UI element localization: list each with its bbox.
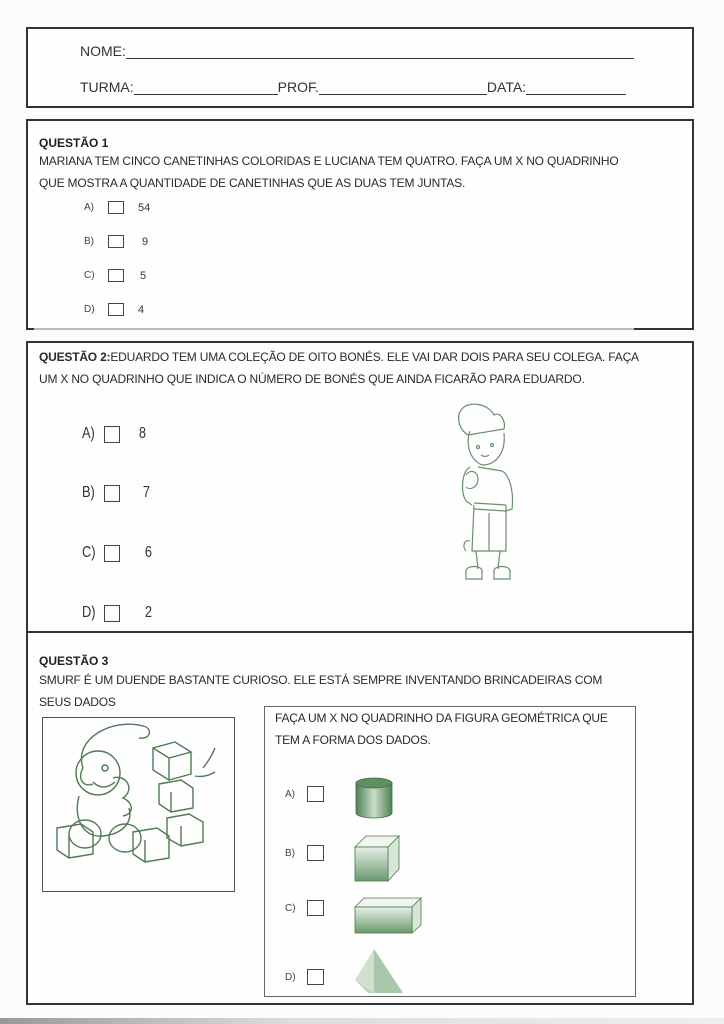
option-value: 5	[140, 269, 147, 282]
smurf-with-dice-illustration	[43, 718, 234, 891]
question3-instruction-line2: TEM A FORMA DOS DADOS.	[275, 733, 431, 747]
option-label: C)	[84, 270, 95, 281]
option-label: A)	[84, 202, 94, 213]
option-label: A)	[285, 788, 295, 800]
option-value: 8	[138, 425, 147, 442]
option-value: 6	[144, 544, 153, 561]
question3-option-a	[285, 786, 344, 802]
question3-option-d	[285, 969, 344, 985]
answer-checkbox[interactable]	[108, 235, 124, 248]
prof-field[interactable]	[319, 80, 487, 95]
question3-option-b	[285, 845, 344, 861]
option-label: C)	[285, 902, 296, 914]
boy-with-cap-illustration	[448, 401, 528, 591]
answer-checkbox[interactable]	[108, 269, 124, 282]
question3-text-line1: SMURF É UM DUENDE BASTANTE CURIOSO. ELE ESTÁ SEMPRE INVENTANDO BRINCADEIRAS COM	[39, 673, 603, 687]
answer-checkbox[interactable]	[104, 545, 120, 562]
question2-option-b	[82, 484, 151, 502]
question3-option-c	[285, 900, 344, 916]
question3-instruction-line1: FAÇA UM X NO QUADRINHO DA FIGURA GEOMÉTRICA QUE	[275, 711, 608, 725]
rectangular-prism-icon	[354, 897, 422, 935]
question2-box	[26, 341, 694, 633]
answer-checkbox[interactable]	[307, 845, 324, 861]
question2-option-c	[82, 544, 153, 562]
question1-text-line2: QUE MOSTRA A QUANTIDADE DE CANETINHAS QUE AS DUAS TEM JUNTAS.	[39, 176, 466, 190]
option-label: A)	[82, 425, 95, 442]
nome-field[interactable]	[126, 44, 634, 59]
smurf-image-frame	[42, 717, 235, 892]
option-value: 54	[138, 201, 151, 214]
question1-text-line1: MARIANA TEM CINCO CANETINHAS COLORIDAS E LUCIANA TEM QUATRO. FAÇA UM X NO QUADRINHO	[39, 154, 619, 168]
answer-checkbox[interactable]	[104, 426, 120, 443]
question1-option-c	[84, 269, 146, 282]
option-value: 9	[142, 235, 149, 248]
answer-checkbox[interactable]	[307, 786, 324, 802]
option-value: 2	[144, 604, 153, 621]
question3-answer-frame	[264, 706, 636, 997]
border-gap	[34, 328, 634, 330]
option-label: C)	[82, 544, 96, 561]
nome-label: NOME:	[80, 43, 126, 59]
scan-edge	[0, 1018, 724, 1024]
option-value: 7	[142, 484, 151, 501]
question1-option-a	[84, 201, 150, 214]
data-label: DATA:	[486, 79, 527, 95]
question3-title: QUESTÃO 3	[39, 654, 109, 668]
answer-checkbox[interactable]	[104, 485, 120, 502]
turma-label: TURMA:	[80, 79, 134, 95]
pyramid-icon	[354, 948, 404, 994]
option-label: D)	[84, 304, 95, 315]
question3-box	[26, 631, 694, 1005]
answer-checkbox[interactable]	[108, 303, 124, 316]
question2-option-d	[82, 604, 153, 622]
option-value: 4	[138, 303, 145, 316]
question1-option-b	[84, 235, 148, 248]
question2-text-line1	[39, 346, 639, 368]
answer-checkbox[interactable]	[104, 605, 120, 622]
info-row	[80, 79, 626, 95]
option-label: D)	[285, 971, 296, 983]
question2-title: QUESTÃO 2:	[39, 350, 111, 364]
question2-option-a	[82, 425, 147, 443]
nome-row	[80, 43, 634, 59]
option-label: B)	[285, 847, 295, 859]
option-label: B)	[84, 236, 94, 247]
answer-checkbox[interactable]	[307, 900, 324, 916]
question1-box	[26, 119, 694, 330]
header-box	[26, 27, 694, 108]
question1-title: QUESTÃO 1	[39, 136, 109, 150]
question3-text-line2: SEUS DADOS	[39, 695, 116, 709]
prof-label: PROF.	[277, 79, 319, 95]
question2-text: EDUARDO TEM UMA COLEÇÃO DE OITO BONÉS. ELE VAI DAR DOIS PARA SEU COLEGA. FAÇA	[110, 350, 639, 364]
question2-text-line2: UM X NO QUADRINHO QUE INDICA O NÚMERO DE BONÉS QUE AINDA FICARÃO PARA EDUARDO.	[39, 372, 585, 386]
data-field[interactable]	[526, 80, 626, 95]
turma-field[interactable]	[134, 80, 278, 95]
cylinder-icon	[354, 777, 394, 819]
cube-icon	[354, 835, 400, 883]
question1-option-d	[84, 303, 144, 316]
answer-checkbox[interactable]	[108, 201, 124, 214]
option-label: D)	[82, 604, 96, 621]
option-label: B)	[82, 484, 95, 501]
answer-checkbox[interactable]	[307, 969, 324, 985]
